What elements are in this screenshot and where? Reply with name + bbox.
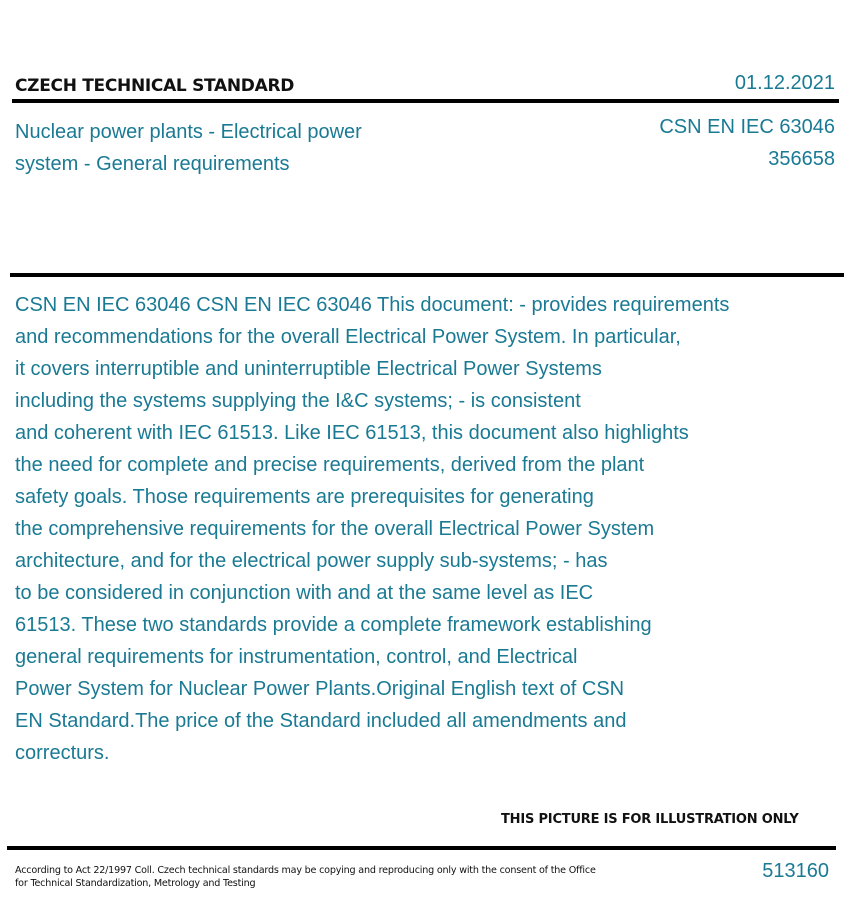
description-line: EN Standard.The price of the Standard included all amendments and — [15, 710, 627, 732]
description-line: correcturs. — [15, 742, 110, 764]
description-line: architecture, and for the electrical power supply sub-systems; - has — [15, 550, 608, 572]
description-line: Power System for Nuclear Power Plants.Original English text of CSN — [15, 678, 625, 700]
copyright-line-1: According to Act 22/1997 Coll. Czech technical standards may be copying and reproducing only with the consent of the Office — [15, 865, 596, 876]
description-line: to be considered in conjunction with and at the same level as IEC — [15, 582, 594, 604]
description-line: safety goals. Those requirements are prerequisites for generating — [15, 486, 594, 508]
standard-description — [15, 289, 815, 769]
standard-number: CSN EN IEC 63046 — [659, 116, 835, 138]
description-line: it covers interruptible and uninterruptible Electrical Power Systems — [15, 358, 602, 380]
description-line: the comprehensive requirements for the overall Electrical Power System — [15, 518, 655, 540]
description-line: the need for complete and precise requirements, derived from the plant — [15, 454, 645, 476]
footer-divider — [7, 846, 836, 850]
footer-number: 513160 — [762, 860, 829, 882]
copyright-line-2: for Technical Standardization, Metrology and Testing — [15, 878, 256, 889]
copyright-notice — [15, 864, 596, 890]
description-line: general requirements for instrumentation, control, and Electrical — [15, 646, 578, 668]
standard-title-line-1: Nuclear power plants - Electrical power — [15, 121, 362, 143]
title-divider — [10, 273, 844, 277]
standard-title — [15, 116, 435, 180]
description-line: CSN EN IEC 63046 CSN EN IEC 63046 This document: - provides requirements — [15, 294, 730, 316]
standard-title-line-2: system - General requirements — [15, 153, 290, 175]
description-line: and recommendations for the overall Electrical Power System. In particular, — [15, 326, 681, 348]
description-line: and coherent with IEC 61513. Like IEC 61513, this document also highlights — [15, 422, 689, 444]
description-line: including the systems supplying the I&C systems; - is consistent — [15, 390, 581, 412]
illustration-note: THIS PICTURE IS FOR ILLUSTRATION ONLY — [501, 812, 799, 827]
header-divider — [12, 99, 839, 103]
publication-date: 01.12.2021 — [734, 72, 835, 94]
catalog-number: 356658 — [768, 148, 835, 170]
document-type-label: CZECH TECHNICAL STANDARD — [15, 76, 295, 96]
description-line: 61513. These two standards provide a complete framework establishing — [15, 614, 652, 636]
